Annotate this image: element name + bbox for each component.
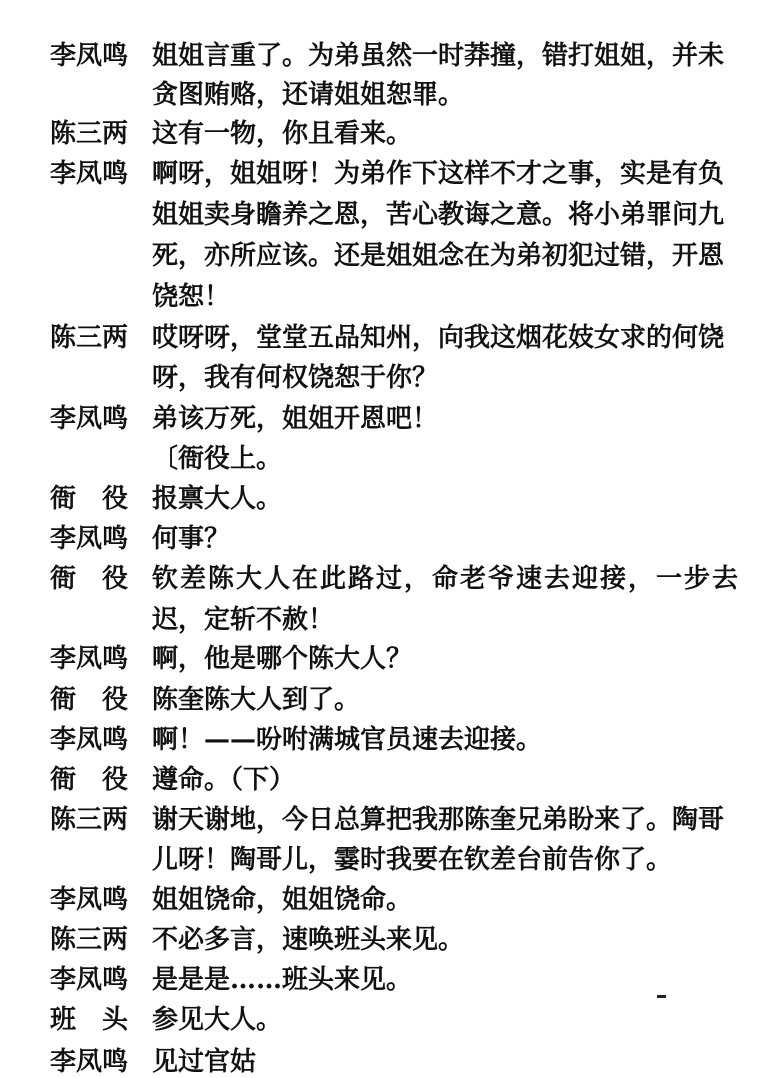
speech-line: 姐姐饶命，姐姐饶命。: [152, 885, 413, 915]
speaker-name: 衙 役: [50, 685, 129, 715]
speaker-name: 李凤鸣: [50, 965, 129, 995]
speech-line: 啊，他是哪个陈大人？: [152, 644, 413, 674]
speaker-name: 李凤鸣: [50, 159, 129, 189]
speaker-name: 李凤鸣: [50, 404, 129, 434]
speech-line: 死，亦所应该。还是姐姐念在为弟初犯过错，开恩: [152, 241, 725, 271]
print-speck: [657, 995, 666, 998]
speech-line: 啊呀，姐姐呀！为弟作下这样不才之事，实是有负: [152, 159, 725, 189]
speech-line: 不必多言，速唤班头来见。: [152, 925, 465, 955]
speaker-name: 陈三两: [50, 119, 129, 149]
speaker-name: 班 头: [50, 1005, 129, 1035]
stage-direction: 〔衙役上。: [152, 444, 283, 474]
speaker-name: 陈三两: [50, 323, 129, 353]
speech-line: 哎呀呀，堂堂五品知州，向我这烟花妓女求的何饶: [152, 323, 725, 353]
speaker-name: 陈三两: [50, 925, 129, 955]
speech-line: 儿呀！陶哥儿，霎时我要在钦差台前告你了。: [152, 845, 673, 875]
speech-line: 谢天谢地，今日总算把我那陈奎兄弟盼来了。陶哥: [152, 805, 725, 835]
speaker-name: 李凤鸣: [50, 644, 129, 674]
speech-line: 遵命。（下）: [152, 765, 296, 795]
speech-line: 贪图贿赂，还请姐姐恕罪。: [152, 80, 465, 110]
speech-line: 报禀大人。: [152, 484, 283, 514]
speaker-name: 李凤鸣: [50, 725, 129, 755]
speech-line: 见过官姑: [152, 1047, 257, 1077]
speech-line: 饶恕！: [152, 282, 231, 312]
speech-line: 钦差陈大人在此路过，命老爷速去迎接，一步去: [152, 564, 741, 594]
speaker-name: 李凤鸣: [50, 1047, 129, 1077]
speech-line: 啊！——吩咐满城官员速去迎接。: [152, 725, 543, 755]
speech-line: 参见大人。: [152, 1005, 283, 1035]
speaker-name: 衙 役: [50, 765, 129, 795]
speaker-name: 李凤鸣: [50, 885, 129, 915]
speech-line: 陈奎陈大人到了。: [152, 685, 361, 715]
speaker-name: 衙 役: [50, 484, 129, 514]
speech-line: 姐姐卖身瞻养之恩，苦心教诲之意。将小弟罪问九: [152, 200, 725, 230]
speech-line: 姐姐言重了。为弟虽然一时莽撞，错打姐姐，并未: [152, 41, 725, 71]
speech-line: 是是是……班头来见。: [152, 965, 413, 995]
speaker-name: 衙 役: [50, 564, 129, 594]
speech-line: 呀，我有何权饶恕于你？: [152, 363, 439, 393]
speaker-name: 陈三两: [50, 805, 129, 835]
speech-line: 迟，定斩不赦！: [152, 605, 335, 635]
speech-line: 弟该万死，姐姐开恩吧！: [152, 404, 439, 434]
speech-line: 这有一物，你且看来。: [152, 119, 413, 149]
speaker-name: 李凤鸣: [50, 41, 129, 71]
speaker-name: 李凤鸣: [50, 524, 129, 554]
speech-line: 何事？: [152, 524, 231, 554]
